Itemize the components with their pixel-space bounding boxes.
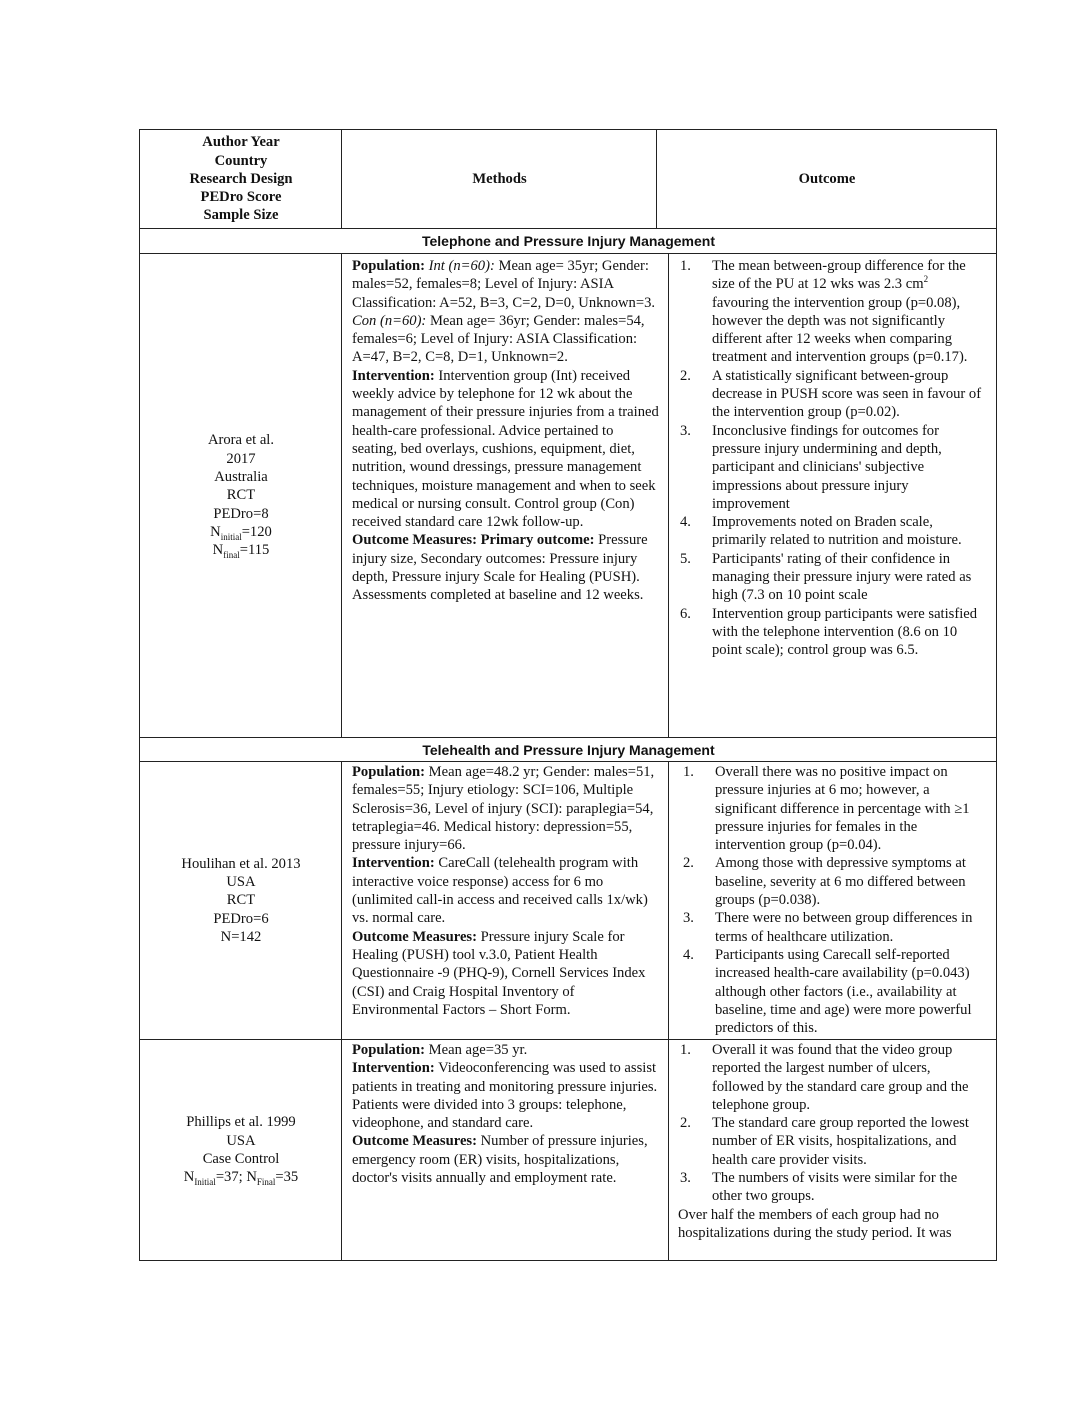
header-study-cell [141,130,341,228]
row3-outcome-measures: Outcome Measures: Number of pressure injuries, emergency room (ER) visits, hospitalizations, doctor's visits annually and employment rate. [352,1133,648,1187]
row3-outcome-item: 3. The numbers of visits were similar for the other two groups. [680,1170,958,1205]
header-pedro-score: PEDro Score [200,189,282,206]
header-country: Country [214,152,268,169]
header-sample-size: Sample Size [203,207,279,224]
row3-outcome-item: 2. The standard care group reported the lowest number of ER visits, hospitalizations, and health care provider visits. [680,1115,969,1168]
section-title-telephone: Telephone and Pressure Injury Management [421,233,716,249]
row1-author: Arora et al. [207,432,275,449]
header-study-labels [189,133,292,224]
header-outcome: Outcome [798,170,856,187]
row3-author-year: Phillips et al. 1999 [186,1114,296,1131]
row3-study-cell [141,1040,341,1260]
row3-outcome-continuation: Over half the members of each group had no hospitalizations during the study period. It was [678,1206,952,1241]
row1-bottom-rule [139,737,997,738]
row2-col-rule-2 [668,761,669,1261]
row2-outcome-item: 1. Overall there was no positive impact on pressure injuries at 6 mo; however, a significant difference in percentage with ≥1 pressure injuries for females in the intervention group (p=0.04). [683,764,970,854]
row1-control: Con (n=60): Mean age= 36yr; Gender: males=54, females=6; Level of Injury: ASIA Classification: A=47, B=2, C=8, D=1, Unknown=2. [352,312,645,366]
row3-outcome-item: 1. Overall it was found that the video group reported the largest number of ulcers, followed by the standard care group and the telephone group. [680,1042,969,1113]
section-title-telehealth: Telehealth and Pressure Injury Management [422,742,715,758]
row1-outcome-cell [670,257,986,660]
row2-outcome-item: 4. Participants using Carecall self-reported increased health-care availability (p=0.043) although other factors (i.e., availability at baseline, time and age) were more powerful predictors of this. [683,946,972,1037]
row3-population: Population: Mean age=35 yr. [352,1042,528,1058]
row2-population: Population: Mean age=48.2 yr; Gender: males=51, females=55; Injury etiology: SCI=106, Multiple Sclerosis=36, Level of injury (SCI): paraplegia=54, tetraplegia=46. Medical history: depression=55, pressure injury=66. [352,764,655,854]
row1-outcome-item: 1. The mean between-group difference for the size of the PU at 12 wks was 2.3 $cm^2$ favouring the intervention group (p=0.08), however the depth was not significantly different after 12 weeks when comparing treatment and intervention groups (p=0.17). [680,258,968,366]
row2-outcome-item: 3. There were no between group differences in terms of healthcare utilization. [683,910,973,945]
row1-country: Australia [214,469,268,486]
row1-design: RCT [226,487,256,504]
header-research-design: Research Design [189,170,293,187]
row1-population: Population: Int (n=60): Mean age= 35yr; Gender: males=52, females=8; Level of Injury: ASIA Classification: A=52, B=3, C=2, D=0, Unknown=3. [352,258,656,311]
header-author-year: Author Year [202,134,280,151]
row3-country: USA [226,1132,256,1149]
row2-pedro: PEDro=6 [213,910,269,927]
header-col-rule-2 [656,129,657,228]
row1-intervention: Intervention: Intervention group (Int) received weekly advice by telephone for 12 wk about the management of their pressure injuries from a trained health-care professional. Advice pertained to seating, bed overlays, cushions, equipment, diet, nutrition, wound dressings, pressure management techniques, moisture management and when to seek medical or nursing consult. Control group (Con) received standard care 12wk follow-up. [352,367,659,531]
row2-outcome-item: 2. Among those with depressive symptoms at baseline, severity at 6 mo differed between groups (p=0.038). [683,855,966,909]
row1-methods-cell [352,257,660,605]
row1-outcome-item: 6. Intervention group participants were satisfied with the telephone intervention (8.6 on 10 point scale); control group was 6.5. [680,605,978,659]
row2-intervention: Intervention: CareCall (telehealth program with interactive voice response) access for 6 mo (unlimited call-in access and received calls 1x/wk) vs. normal care. [352,855,648,927]
row2-col-rule-1 [341,761,342,1261]
row2-sample-size: N=142 [220,928,262,945]
row1-year: 2017 [226,450,256,467]
row1-col-rule-2 [668,253,669,737]
row1-n-final: $N_{final}=115$ [212,542,270,561]
row1-outcome-item: 2. A statistically significant between-group decrease in PUSH score was seen in favour of the intervention group (p=0.02). [680,367,982,421]
header-methods: Methods [472,170,527,187]
row1-col-rule-1 [341,253,342,737]
row3-sample-size: $N_{Initial}=37$; $N_{Final}=35$ [183,1169,299,1188]
header-col-rule-1 [341,129,342,228]
row2-design: RCT [226,892,256,909]
row1-pedro: PEDro=8 [213,505,269,522]
header-bottom-rule [139,228,997,229]
row3-design: Case Control [202,1151,280,1167]
row3-methods-cell [352,1041,660,1187]
row2-study-cell [141,762,341,1039]
row1-outcome-item: 4. Improvements noted on Braden scale, primarily related to nutrition and moisture. [680,514,962,549]
row1-n-initial: $N_{initial}=120$ [210,523,272,542]
row2-country: USA [226,874,256,891]
row3-intervention: Intervention: Videoconferencing was used to assist patients in treating and monitoring pressure injuries. Patients were divided into 3 groups: telephone, videophone, and standard care. [352,1060,658,1132]
row1-study-cell [141,254,341,737]
row1-outcome-measures: Outcome Measures: Primary outcome: Pressure injury size, Secondary outcomes: Pressure injury depth, Pressure injury Scale for Healing (PUSH). Assessments completed at baseline and 12 weeks. [352,532,648,604]
row1-outcome-item: 5. Participants' rating of their confidence in managing their pressure injury were rated as high (7.3 on 10 point scale [680,550,972,604]
row2-outcome-measures: Outcome Measures: Pressure injury Scale for Healing (PUSH) tool v.3.0, Patient Health Questionnaire -9 (PHQ-9), Cornell Services Index (CSI) and Craig Hospital Inventory of Environmental Factors – Short Form. [352,928,646,1018]
row1-outcome-item: 3. Inconclusive findings for outcomes for pressure injury undermining and depth, participant and clinicians' subjective impressions about pressure injury improvement [680,422,942,512]
row2-author-year: Houlihan et al. 2013 [181,855,301,872]
row3-outcome-cell [670,1041,986,1242]
row2-outcome-cell [673,763,985,1037]
row2-methods-cell [352,763,664,1019]
